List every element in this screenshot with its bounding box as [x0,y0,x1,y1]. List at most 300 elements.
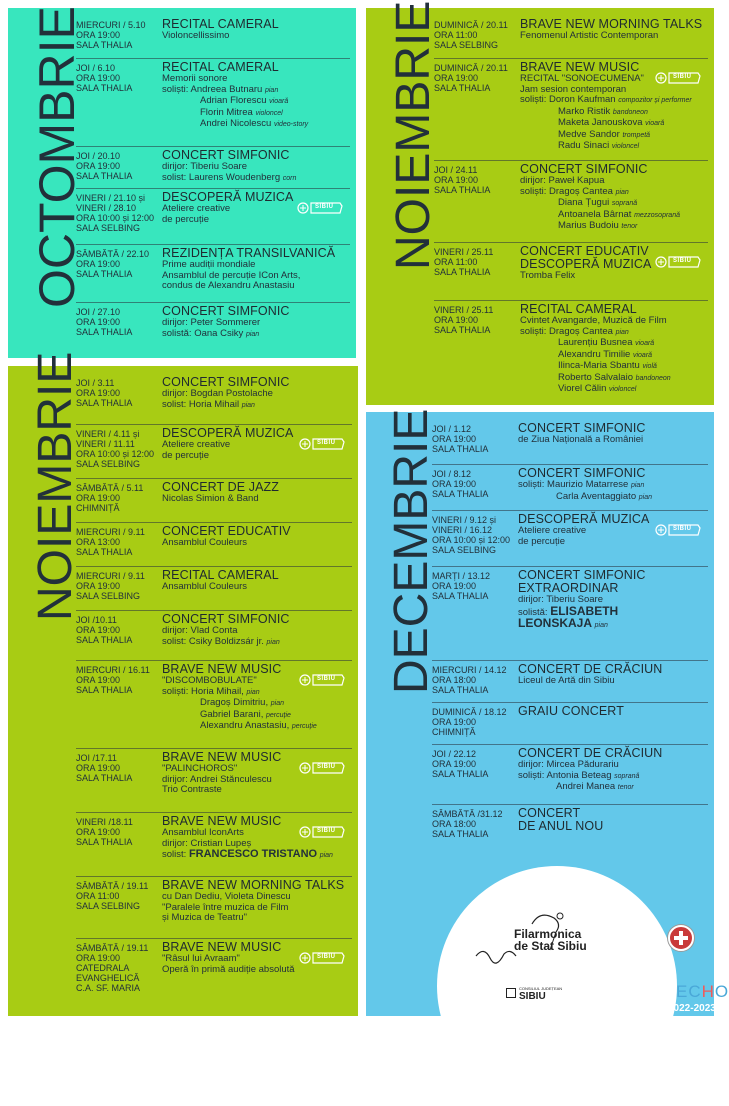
sibiu-logo-text: SIBIU [315,204,334,210]
event-title: BRAVE NEW MUSIC [162,940,282,954]
event-when-line: CATEDRALA [76,963,130,973]
event-row [432,702,708,744]
event-line-text: Trio Contraste [162,784,222,795]
event-when [432,663,516,698]
event-when [434,61,518,156]
event-when-line: VINERI / 25.11 [434,247,494,257]
event-when-line: SALA SELBING [76,459,141,469]
event-when-line: SÂMBĂTĂ / 5.11 [76,483,144,493]
event-when-line: VINERI / 9.12 și [432,515,497,525]
event-when-line: ORA 18:00 [432,819,477,829]
event-row [76,522,352,566]
sibiu-logo-text: SIBIU [317,954,336,960]
event-when-line: CHIMNIȚĂ [76,503,120,513]
event-when [432,569,516,656]
event-when-line: ORA 18:00 [432,675,477,685]
event-when [76,663,160,744]
event-title: RECITAL CAMERAL [162,568,279,582]
echo-o: O [714,982,729,1001]
event-when-line: SALA THALIA [76,773,133,783]
event-when-line: SALA THALIA [432,489,489,499]
event-title: CONCERT SIMFONIC [162,148,290,162]
event-row [434,16,708,58]
event-details [516,705,708,740]
event-row [432,744,708,804]
event-details [516,422,708,460]
event-line [162,173,350,185]
sibiu-logo-text: SIBIU [317,828,336,834]
event-row [76,938,352,997]
event-when [76,61,160,142]
event-line-text: Ilinca-Maria Sbantu [558,360,640,371]
event-row [76,188,350,244]
event-line-text: "DISCOMBOBULATE" [162,675,257,686]
event-when [76,247,160,298]
event-when-line: ORA 19:00 [76,827,121,837]
event-when-line: MARȚI / 13.12 [432,571,491,581]
performer-role: pian [638,493,652,501]
event-when-line: ORA 11:00 [434,30,478,40]
performer-role: compozitor și performer [618,97,692,104]
event-title: DESCOPERĂ MUZICA [162,426,294,440]
event-when-line: CHIMNIȚĂ [432,727,476,737]
event-when-line: SALA SELBING [76,591,141,601]
event-when [434,303,518,396]
event-title: GRAIU CONCERT [518,704,624,718]
event-when-line: ORA 19:00 [76,30,121,40]
performer-role: percuție [291,723,317,730]
event-when-line: SÂMBĂTĂ / 22.10 [76,249,150,259]
event-row [432,420,708,464]
event-line-text: Diana Țugui [558,197,610,208]
event-row [76,660,352,748]
event-line-text: Roberto Salvalaio [558,371,633,383]
sibiu-tourism-logo-icon [654,519,702,541]
performer-role: pian [319,852,333,859]
event-row [434,242,708,300]
event-when-line: SALA THALIA [434,325,491,335]
sibiu-tourism-logo-icon [654,251,702,273]
sibiu-logo-text: SIBIU [317,764,336,770]
event-line-text: solistă: [518,606,551,618]
month-label-november-left: NOIEMBRIE [29,351,82,621]
event-line-text: soliști: Doron Kaufman [520,94,616,105]
season-label: 2022-2023 [668,1003,716,1014]
sibiu-tourism-logo-icon [298,947,346,969]
event-title: REZIDENȚA TRANSILVANICĂ [162,246,336,260]
event-when-line: SALA THALIA [434,185,491,195]
event-when-line: ORA 19:00 [432,717,477,727]
event-when [76,481,160,518]
performer-role: pian [630,482,645,489]
event-title: CONCERT SIMFONIC [162,304,290,318]
event-when-line: ORA 10:00 și 12:00 [76,449,155,459]
event-when-line: SALA THALIA [432,829,489,839]
event-when [76,376,160,420]
event-title: RECITAL CAMERAL [162,17,279,31]
month-label-november-right: NOIEMBRIE [387,0,440,270]
event-when-line: SALA SELBING [76,223,141,233]
event-line-text: Viorel Călin [558,383,607,394]
event-details [160,305,350,340]
event-when-line: JOI /10.11 [76,615,117,625]
event-line-text: "Râsul lui Avraam" [162,953,240,964]
event-details [516,569,708,656]
event-title: CONCERT [518,806,581,820]
month-label-october: OCTOMBRIE [29,6,85,308]
event-when-line: ORA 19:00 [76,581,121,591]
performer-role: vioară [632,351,653,359]
event-details [160,149,350,184]
event-line-text: dirijor: Paweł Kapua [520,175,605,186]
november-right-events [434,16,708,400]
event-when-line: ORA 19:00 [432,434,477,444]
event-line-text: "Paralele între muzica de Film [162,901,289,913]
event-when-line: ORA 19:00 [76,161,121,171]
event-when-line: ORA 19:00 [434,315,479,325]
event-line-text: Alexandru Timilie [558,348,631,360]
event-when [432,513,516,562]
event-title: CONCERT EDUCATIV [520,244,649,258]
event-line [520,221,708,233]
event-details [160,879,352,934]
event-when-line: DUMINICĂ / 20.11 [434,63,508,73]
performer-role: violoncel [609,386,637,393]
event-line-text: solistă: Oana Csiky [162,327,244,339]
event-line-text: de percuție [518,535,566,547]
event-line-text: Ateliere creative [518,525,587,536]
event-line-text: Andrei Nicolescu [200,118,272,129]
event-when-line: DUMINICĂ / 20.11 [434,20,508,30]
event-line-text: Florin Mitrea [200,106,253,118]
event-line-text: Andrei Manea [556,781,616,792]
event-line-text: dirijor: Vlad Conta [162,625,238,636]
event-when-line: MIERCURI / 14.12 [432,665,507,675]
event-line [518,492,708,504]
event-details [160,481,352,518]
event-line-text: cu Dan Dediu, Violeta Dinescu [162,891,291,902]
event-when-line: C.A. SF. MARIA [76,983,141,993]
event-row [76,58,350,146]
event-title: CONCERT SIMFONIC [520,162,648,176]
sibiu-tourism-logo-icon [296,197,344,219]
event-line-text: Antoanela Bârnat [558,208,632,220]
event-details [160,569,352,606]
event-line [518,435,708,446]
event-when-line: MIERCURI / 9.11 [76,527,145,537]
event-line [518,676,708,687]
event-row [432,464,708,510]
sibiu-logo-text: SIBIU [673,526,692,532]
event-row [434,300,708,400]
event-title: RECITAL CAMERAL [162,60,279,74]
event-line-text: Liceul de Artă din Sibiu [518,675,615,686]
event-when [76,191,160,240]
event-line-text: dirijor: Peter Sommerer [162,317,261,328]
event-title: CONCERT SIMFONIC [162,375,290,389]
sibiu-logo-text: SIBIU [673,258,692,264]
event-line-text: Ansamblul Couleurs [162,537,248,548]
event-title: BRAVE NEW MUSIC [520,60,640,74]
sibiu-logo-text: SIBIU [317,440,336,446]
performer-role: pian [245,330,260,338]
event-line-text: de percuție [162,449,210,461]
event-when-line: ORA 19:00 [76,73,121,83]
event-line-text: soliști: Andreea Butnaru [162,83,263,95]
sibiu-tourism-logo-icon [298,433,346,455]
event-title: CONCERT DE JAZZ [162,480,280,494]
event-line-text: Fenomenul Artistic Contemporan [520,30,659,41]
event-title: RECITAL CAMERAL [520,302,637,316]
event-details [516,663,708,698]
council-crest-icon [506,988,516,998]
event-title: CONCERT DE CRĂCIUN [518,746,663,760]
event-when-line: ORA 19:00 [76,388,121,398]
event-title: CONCERT EDUCATIV [162,524,291,538]
event-when-line: SALA SELBING [434,40,499,50]
event-row [76,146,350,188]
event-when-line: SALA THALIA [434,83,491,93]
event-when-line: ORA 19:00 [76,953,121,963]
event-line-text: Carla Aventaggiato [556,490,637,502]
performer-role: pian [266,638,280,646]
event-when-line: SALA THALIA [76,837,133,847]
event-row [76,478,352,522]
event-line-text: și Muzica de Teatru" [162,912,248,923]
performer-role: trompetă [622,131,651,139]
event-line-text: dirijor: Tiberiu Soare [518,594,604,605]
event-row [76,424,352,478]
event-when [76,18,160,54]
echo-logo [676,982,729,1002]
featured-soloist: LEONSKAJA [518,616,593,630]
philharmonic-line1: Filarmonica [514,927,582,941]
event-when-line: SALA THALIA [76,635,133,645]
event-line [520,187,708,199]
november-panel-right [366,0,714,405]
event-line-text: Laurențiu Busnea [558,337,633,348]
event-line-text: solist: Horia Mihail [162,398,240,410]
event-line-text: Medve Sandor [558,128,620,140]
event-when [76,525,160,562]
philharmonic-name [514,928,587,952]
event-when-line: VINERI / 11.11 [76,439,135,449]
event-when [76,815,160,872]
event-when-line: SALA THALIA [76,171,133,181]
event-line-text: Gabriel Barani, [200,708,264,720]
event-when-line: VINERI / 25.11 [434,305,494,315]
event-line [518,782,708,794]
event-line-text: RECITAL "SONOECUMENA" [520,73,644,84]
event-when-line: JOI / 3.11 [76,378,115,388]
event-when-line: ORA 19:00 [432,759,477,769]
event-line [162,96,350,108]
event-row [432,566,708,660]
event-when-line: ORA 19:00 [76,625,121,635]
event-title: BRAVE NEW MUSIC [162,662,282,676]
event-when [76,941,160,993]
performer-role: soprană [614,772,640,780]
event-details [518,18,708,54]
performer-role: pian [615,328,629,336]
event-row [432,660,708,702]
event-when-line: ORA 19:00 [76,675,121,685]
event-row [76,748,352,812]
event-title: DE ANUL NOU [518,819,604,833]
event-when-line: ORA 19:00 [432,581,477,591]
event-title: CONCERT SIMFONIC [162,612,290,626]
sibiu-tourism-logo-icon [298,757,346,779]
event-when-line: ORA 11:00 [434,257,478,267]
event-when-line: SALA SELBING [76,901,141,911]
philharmonic-line2b: Sibiu [557,939,587,953]
event-when-line: ORA 10:00 și 12:00 [432,535,511,545]
event-line-text: Violoncellissimo [162,30,230,41]
event-details [160,61,350,142]
event-row [76,876,352,938]
event-details [516,807,708,856]
event-line-text: Ateliere creative [162,439,231,450]
event-line [520,31,708,42]
event-when-line: SÂMBĂTĂ / 19.11 [76,881,149,891]
event-when [76,879,160,934]
event-when-line: SALA THALIA [432,591,489,601]
event-line-text: dirijor: Bogdan Postolache [162,388,273,399]
performer-role: violoncel [255,109,283,117]
event-when [76,569,160,606]
council-big: SIBIU [519,991,546,1002]
event-when [432,747,516,800]
event-title: DESCOPERĂ MUZICA [162,190,294,204]
event-line-text: dirijor: Mircea Pădurariu [518,759,619,770]
event-line-text: Marius Budoiu [558,220,619,231]
council-small: CONSILIUL JUDEȚEAN [519,986,563,991]
event-when-line: SALA THALIA [432,685,489,695]
event-title: BRAVE NEW MORNING TALKS [520,17,703,31]
event-when-line: ORA 19:00 [432,479,477,489]
event-row [76,566,352,610]
event-line [162,329,350,341]
event-row [76,610,352,660]
event-row [76,812,352,876]
event-details [160,613,352,656]
event-line-text: Tromba Felix [520,270,576,281]
event-line-text: dirijor: Cristian Lupeș [162,837,252,849]
event-line-text: dirijor: Andrei Stănculescu [162,773,272,785]
performer-role: vioară [635,340,655,347]
event-line [520,373,708,385]
event-when-line: JOI / 1.12 [432,424,472,434]
event-when-line: ORA 19:00 [76,763,121,773]
event-line [162,913,352,924]
performer-role: vioară [645,120,665,127]
performer-role: pian [241,401,255,409]
performer-role: vioară [269,98,289,105]
event-row [432,510,708,566]
event-line-text: Nicolas Simion & Band [162,493,259,504]
event-when-line: SÂMBĂTĂ / 19.11 [76,943,149,953]
performer-role: violă [642,363,657,370]
event-when [434,245,518,296]
event-row [76,302,350,344]
event-title: EXTRAORDINAR [518,581,619,595]
event-line [162,538,352,549]
sibiu-tourism-logo-icon [654,67,702,89]
event-line-text: Alexandru Anastasiu, [200,720,290,731]
event-when-line: SALA THALIA [432,444,489,454]
event-details [518,303,708,396]
event-line-text: Adrian Florescu [200,95,267,106]
event-title: BRAVE NEW MUSIC [162,814,282,828]
event-row [76,16,350,58]
event-line [520,141,708,153]
event-when-line: VINERI / 28.10 [76,203,137,213]
event-line [162,785,352,796]
event-when-line: VINERI / 4.11 și [76,429,140,439]
event-line-text: Radu Sinaci [558,140,610,151]
philharmonic-logo [470,906,620,976]
event-when-line: JOI / 27.10 [76,307,121,317]
october-panel [8,8,356,358]
event-when-line: DUMINICĂ / 18.12 [432,707,507,717]
performer-role: bandoneon [612,108,648,116]
performer-role: violoncel [611,143,640,150]
event-when-line: EVANGHELICĂ [76,973,140,983]
event-when-line: JOI / 8.12 [432,469,472,479]
event-row [76,374,352,424]
event-when-line: MIERCURI / 16.11 [76,665,150,675]
event-details [160,247,350,298]
october-events [76,16,350,344]
event-line [162,31,350,42]
event-line-text: solist: [162,849,189,860]
event-when [432,422,516,460]
event-when-line: SALA THALIA [432,769,489,779]
performer-role: pian [594,622,608,629]
event-title: CONCERT SIMFONIC [518,466,646,480]
performer-role: soprană [611,200,638,207]
event-when-line: SALA THALIA [76,398,133,408]
event-when [76,613,160,656]
event-line [162,494,352,505]
performer-role: video-story [273,121,309,128]
event-when-line: SALA THALIA [76,269,133,279]
event-line [162,400,352,412]
event-when-line: SALA THALIA [76,40,133,50]
event-line-text: Ansamblul Couleurs [162,581,248,592]
event-when-line: SALA THALIA [434,267,491,277]
event-line-text: soliști: Dragoș Cantea [520,185,613,197]
event-details [518,163,708,238]
event-title: CONCERT DE CRĂCIUN [518,662,663,676]
performer-role: pian [615,188,629,196]
performer-role: pian [264,86,279,94]
membership-badge-icon [668,925,694,951]
event-when-line: SALA THALIA [76,547,133,557]
event-when-line: SÂMBĂTĂ /31.12 [432,809,503,819]
event-line-text: solist: Laurens Woudenberg [162,171,281,183]
echo-h: H [701,982,715,1001]
event-when-line: MIERCURI / 9.11 [76,571,145,581]
philharmonic-line2a: de Stat [514,939,558,953]
event-line-text: soliști: Dragoș Cantea [520,325,613,337]
performer-role: percuție [266,711,291,719]
performer-role: tenor [621,223,638,230]
event-line-text: Memorii sonore [162,73,228,84]
performer-role: pian [270,700,284,707]
event-line-text: soliști: Maurizio Matarrese [518,479,629,490]
event-when-line: MIERCURI / 5.10 [76,20,146,30]
